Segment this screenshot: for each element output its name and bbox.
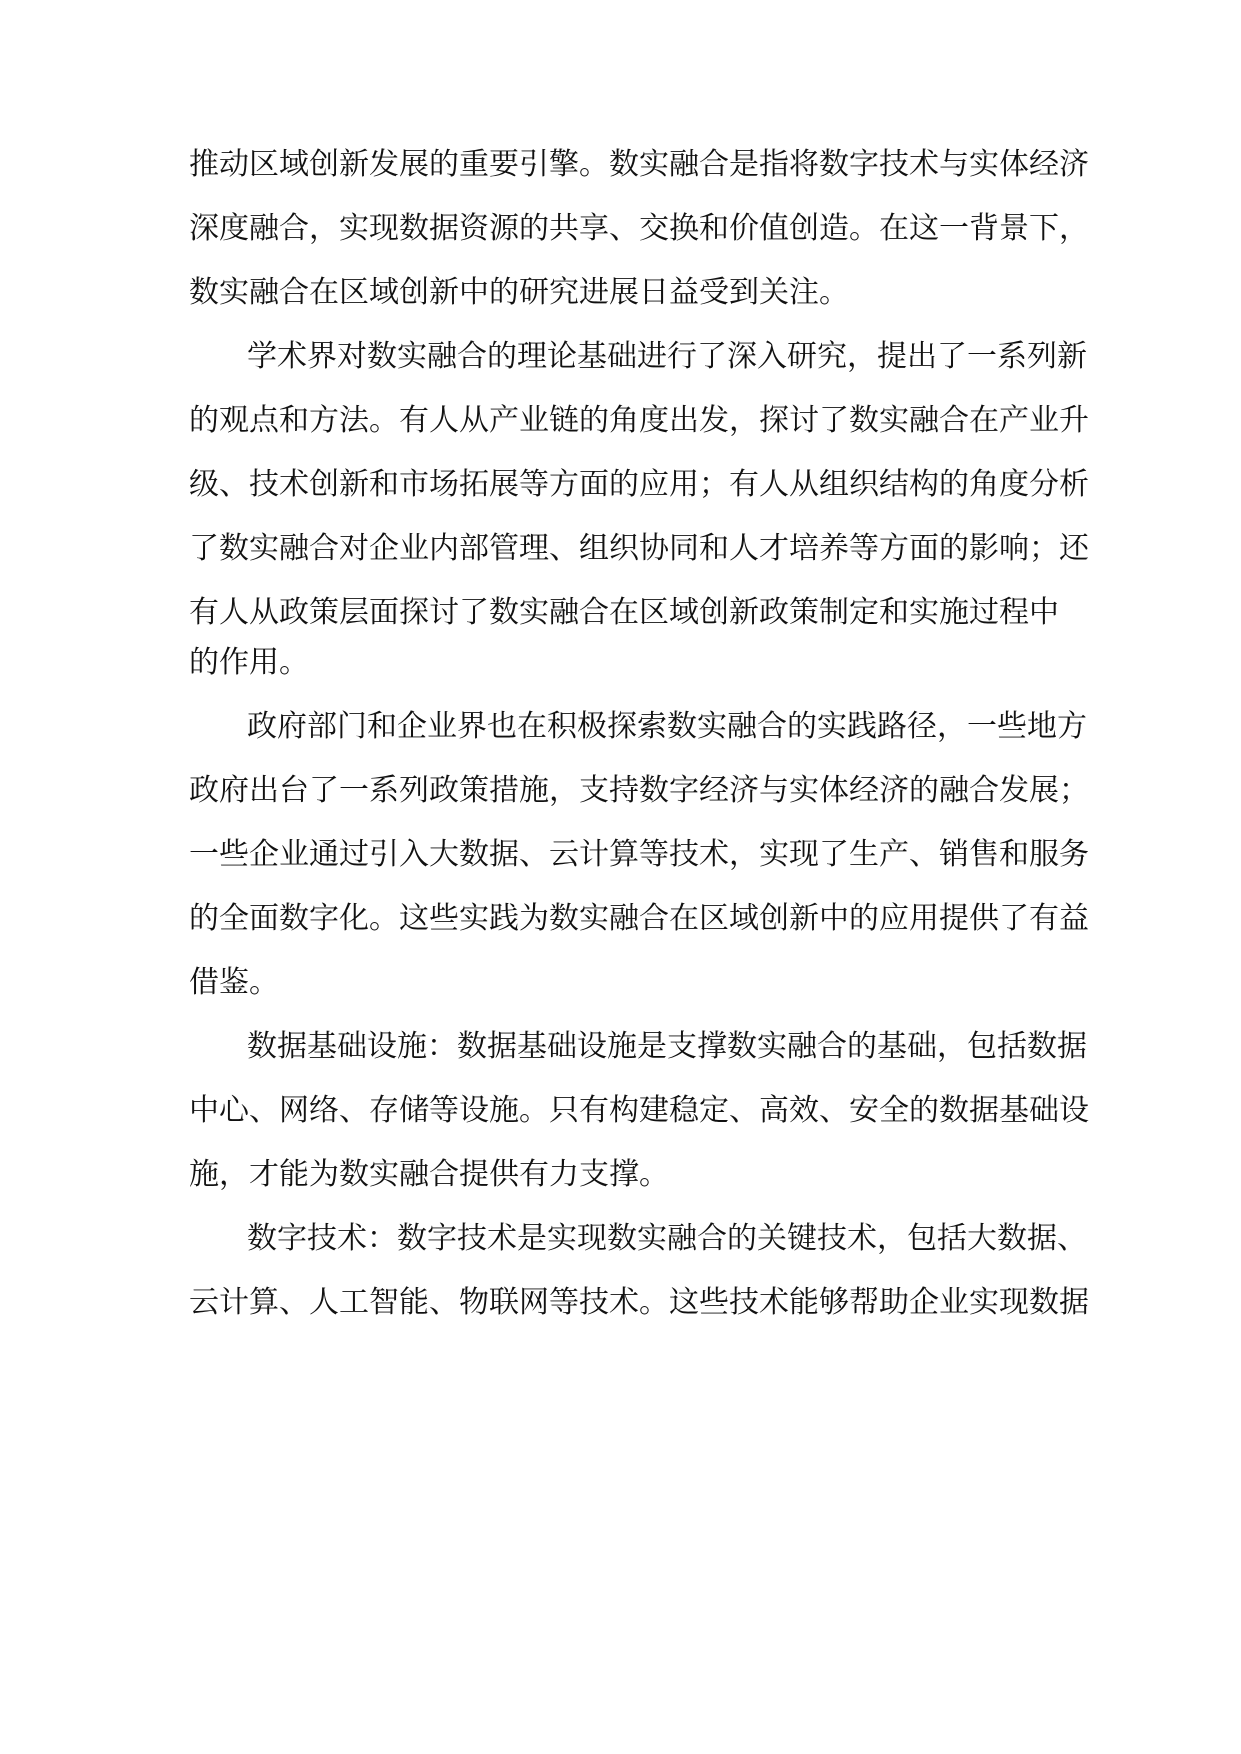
text-line: 云计算、人工智能、物联网等技术。这些技术能够帮助企业实现数据 (189, 1285, 1089, 1320)
text-line: 施，才能为数实融合提供有力支撑。 (189, 1157, 669, 1192)
text-line: 中心、网络、存储等设施。只有构建稳定、高效、安全的数据基础设 (189, 1093, 1089, 1128)
text-line: 一些企业通过引入大数据、云计算等技术，实现了生产、销售和服务 (189, 837, 1089, 872)
text-line: 学术界对数实融合的理论基础进行了深入研究，提出了一系列新 (247, 339, 1087, 374)
text-line: 级、技术创新和市场拓展等方面的应用；有人从组织结构的角度分析 (189, 467, 1089, 502)
text-line: 的全面数字化。这些实践为数实融合在区域创新中的应用提供了有益 (189, 901, 1089, 936)
text-line: 深度融合，实现数据资源的共享、交换和价值创造。在这一背景下， (189, 211, 1089, 246)
text-line: 借鉴。 (189, 965, 279, 1000)
text-line: 数实融合在区域创新中的研究进展日益受到关注。 (189, 275, 849, 310)
text-line: 政府部门和企业界也在积极探索数实融合的实践路径，一些地方 (247, 709, 1087, 744)
text-line: 了数实融合对企业内部管理、组织协同和人才培养等方面的影响；还 (189, 531, 1089, 566)
text-line: 的作用。 (189, 645, 309, 680)
text-line: 的观点和方法。有人从产业链的角度出发，探讨了数实融合在产业升 (189, 403, 1089, 438)
text-line: 数字技术：数字技术是实现数实融合的关键技术，包括大数据、 (247, 1221, 1087, 1256)
text-line: 政府出台了一系列政策措施，支持数字经济与实体经济的融合发展； (189, 773, 1089, 808)
text-line: 有人从政策层面探讨了数实融合在区域创新政策制定和实施过程中 (189, 595, 1059, 630)
text-line: 数据基础设施：数据基础设施是支撑数实融合的基础，包括数据 (247, 1029, 1087, 1064)
text-line: 推动区域创新发展的重要引擎。数实融合是指将数字技术与实体经济 (189, 147, 1089, 182)
document-body (189, 146, 1089, 1348)
